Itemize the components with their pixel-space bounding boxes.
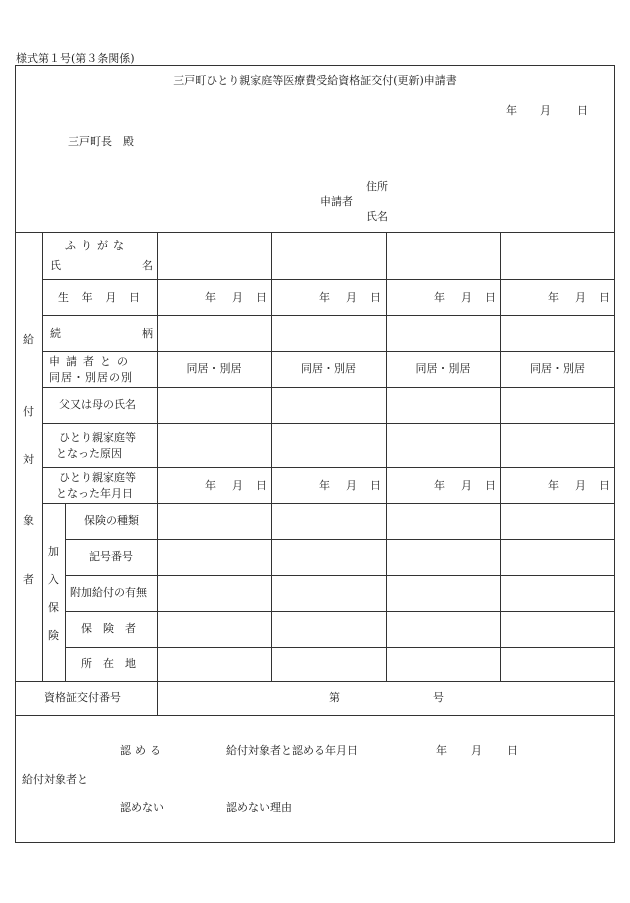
kanyu-char-1: 加	[48, 545, 59, 558]
birth-month-2: 月	[346, 291, 357, 304]
birth-year-1: 年	[205, 291, 216, 304]
kyufu-char-2: 付	[23, 405, 34, 418]
birth-day-3: 日	[485, 291, 496, 304]
furigana-label: ふりがな	[65, 239, 129, 252]
birth-month-4: 月	[575, 291, 586, 304]
kanyu-char-3: 保	[48, 601, 59, 614]
sp-month-4: 月	[575, 479, 586, 492]
approve-date-label: 給付対象者と認める年月日	[226, 744, 358, 757]
address-label: 住所	[366, 180, 388, 193]
shimei-mei: 名	[142, 259, 153, 272]
dokyo-label-line1: 申請者との	[49, 355, 134, 368]
cohabitation-option-3: 同居・別居	[415, 361, 471, 375]
header-date-day: 日	[577, 104, 588, 117]
birth-year-2: 年	[319, 291, 330, 304]
reason-label-line2: となった原因	[56, 447, 122, 460]
approve-option: 認める	[120, 744, 165, 757]
form-number-label: 様式第１号(第３条関係)	[16, 52, 135, 65]
sp-month-2: 月	[346, 479, 357, 492]
additional-benefit-label: 附加給付の有無	[70, 586, 147, 599]
insurance-type-label: 保険の種類	[84, 514, 139, 527]
symbol-number-label: 記号番号	[89, 550, 133, 563]
sp-day-4: 日	[599, 479, 610, 492]
date-label-line1: ひとり親家庭等	[59, 471, 136, 484]
approve-month: 月	[471, 744, 482, 757]
sp-day-1: 日	[256, 479, 267, 492]
birth-year-4: 年	[548, 291, 559, 304]
header-date-year: 年	[506, 104, 517, 117]
zokugara-char-1: 続	[50, 327, 61, 340]
cohabitation-option-4: 同居・別居	[530, 361, 585, 375]
birth-day-1: 日	[256, 291, 267, 304]
addressee: 三戸町長 殿	[68, 135, 134, 148]
date-label-line2: となった年月日	[56, 487, 133, 500]
zokugara-char-2: 柄	[142, 327, 153, 340]
sp-year-4: 年	[548, 479, 559, 492]
dokyo-label-line2: 同居・別居の別	[49, 371, 133, 384]
certificate-dai: 第	[329, 691, 340, 704]
birth-day-4: 日	[599, 291, 610, 304]
name-label: 氏名	[366, 210, 388, 223]
reason-label-line1: ひとり親家庭等	[59, 431, 136, 444]
insurer-label: 保 険 者	[81, 622, 136, 635]
sp-year-2: 年	[319, 479, 330, 492]
cohabitation-option-1: 同居・別居	[186, 361, 242, 375]
sp-month-1: 月	[232, 479, 243, 492]
certificate-go: 号	[433, 691, 444, 704]
approve-year: 年	[436, 744, 447, 757]
birth-year-3: 年	[434, 291, 445, 304]
not-approve-reason-label: 認めない理由	[226, 801, 292, 814]
approve-day: 日	[507, 744, 518, 757]
form-title: 三戸町ひとり親家庭等医療費受給資格証交付(更新)申請書	[173, 74, 457, 87]
kyufu-char-5: 者	[23, 573, 34, 586]
approval-target-label: 給付対象者と	[22, 773, 88, 786]
kyufu-char-1: 給	[23, 333, 34, 346]
sp-month-3: 月	[461, 479, 472, 492]
kanyu-char-4: 険	[48, 629, 59, 642]
sp-day-2: 日	[370, 479, 381, 492]
header-date-month: 月	[540, 104, 551, 117]
sp-year-1: 年	[205, 479, 216, 492]
kyufu-char-3: 対	[23, 453, 34, 466]
birth-day-2: 日	[370, 291, 381, 304]
sp-day-3: 日	[485, 479, 496, 492]
certificate-number-label: 資格証交付番号	[44, 691, 121, 704]
parent-name-label: 父又は母の氏名	[59, 398, 136, 411]
kanyu-char-2: 入	[48, 573, 59, 586]
birth-month-1: 月	[232, 291, 243, 304]
cohabitation-option-2: 同居・別居	[301, 361, 356, 375]
applicant-label: 申請者	[320, 195, 353, 208]
location-label: 所 在 地	[81, 657, 136, 670]
birthdate-label: 生 年 月 日	[58, 291, 140, 304]
not-approve-option: 認めない	[120, 801, 164, 814]
kyufu-char-4: 象	[23, 514, 34, 527]
birth-month-3: 月	[461, 291, 472, 304]
shimei-shi: 氏	[50, 259, 61, 272]
sp-year-3: 年	[434, 479, 445, 492]
